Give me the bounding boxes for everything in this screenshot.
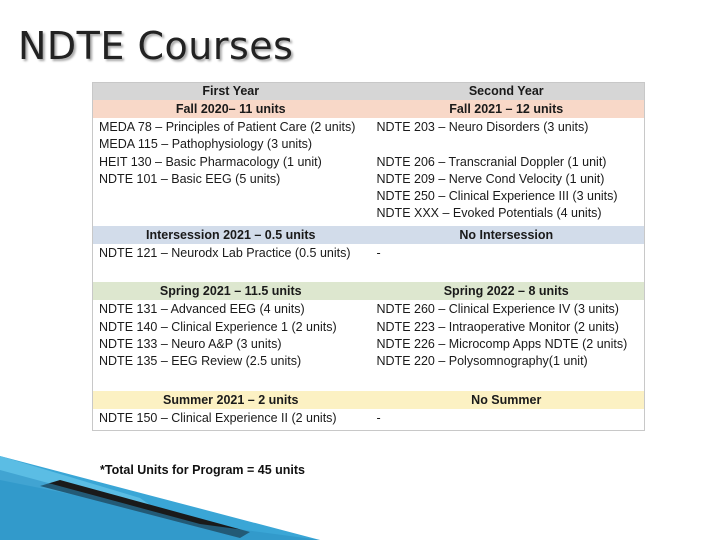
course-item: MEDA 115 – Pathophysiology (3 units) (99, 137, 313, 152)
fall-2021-courses (369, 118, 645, 226)
spring-2021-courses (93, 300, 369, 390)
spring-2022-courses (369, 300, 645, 390)
course-item: NDTE 150 – Clinical Experience II (2 units) (99, 410, 337, 425)
fall-2020-courses (93, 118, 369, 226)
course-item: MEDA 78 – Principles of Patient Care (2 units) (99, 120, 356, 134)
course-item: NDTE 101 – Basic EEG (5 units) (99, 171, 281, 186)
course-item: NDTE 140 – Clinical Experience 1 (2 units) (99, 319, 337, 334)
total-units-note: *Total Units for Program = 45 units (100, 463, 306, 477)
course-item: NDTE 135 – EEG Review (2.5 units) (99, 354, 302, 369)
summer-courses (93, 409, 369, 430)
summer-title-row (93, 391, 644, 409)
course-item: NDTE XXX – Evoked Potentials (4 units) (376, 206, 602, 221)
course-item: - (376, 410, 381, 425)
intersession-2021-title: Intersession 2021 – 0.5 units (93, 226, 369, 244)
course-item: NDTE 250 – Clinical Experience III (3 units) (376, 189, 618, 204)
intersession-courses (93, 244, 369, 283)
fall-2021-title: Fall 2021 – 12 units (369, 100, 645, 118)
course-item: NDTE 203 – Neuro Disorders (3 units) (376, 120, 589, 134)
course-item: NDTE 260 – Clinical Experience IV (3 units) (376, 302, 619, 317)
course-item: NDTE 206 – Transcranial Doppler (1 unit) (376, 154, 607, 169)
course-item: NDTE 226 – Microcomp Apps NDTE (2 units) (376, 336, 628, 351)
course-item: NDTE 209 – Nerve Cond Velocity (1 unit) (376, 171, 605, 186)
course-item: NDTE 131 – Advanced EEG (4 units) (99, 302, 305, 317)
intersession-body-row (93, 244, 644, 283)
no-intersession-title: No Intersession (369, 226, 645, 244)
summer-body-row (93, 409, 644, 430)
no-summer-courses (369, 409, 645, 430)
year-header-row (93, 83, 644, 100)
slide-title: NDTE Courses (18, 24, 294, 68)
fall-2020-title: Fall 2020– 11 units (93, 100, 369, 118)
spring-body-row (93, 300, 644, 390)
no-intersession-courses (369, 244, 645, 283)
fall-body-row (93, 118, 644, 226)
course-table (92, 82, 645, 431)
course-item: - (376, 245, 381, 260)
spring-2021-title: Spring 2021 – 11.5 units (93, 282, 369, 300)
course-item: NDTE 220 – Polysomnography(1 unit) (376, 354, 588, 369)
course-item: NDTE 133 – Neuro A&P (3 units) (99, 336, 282, 351)
no-summer-title: No Summer (369, 391, 645, 409)
course-item: NDTE 223 – Intraoperative Monitor (2 units) (376, 319, 619, 334)
second-year-header: Second Year (369, 83, 645, 100)
fall-title-row (93, 100, 644, 118)
decorative-wave-graphic (0, 450, 320, 540)
summer-2021-title: Summer 2021 – 2 units (93, 391, 369, 409)
first-year-header: First Year (93, 83, 369, 100)
spring-2022-title: Spring 2022 – 8 units (369, 282, 645, 300)
course-item: NDTE 121 – Neurodx Lab Practice (0.5 units) (99, 245, 351, 260)
course-item: HEIT 130 – Basic Pharmacology (1 unit) (99, 154, 322, 169)
intersession-title-row (93, 226, 644, 244)
spring-title-row (93, 282, 644, 300)
